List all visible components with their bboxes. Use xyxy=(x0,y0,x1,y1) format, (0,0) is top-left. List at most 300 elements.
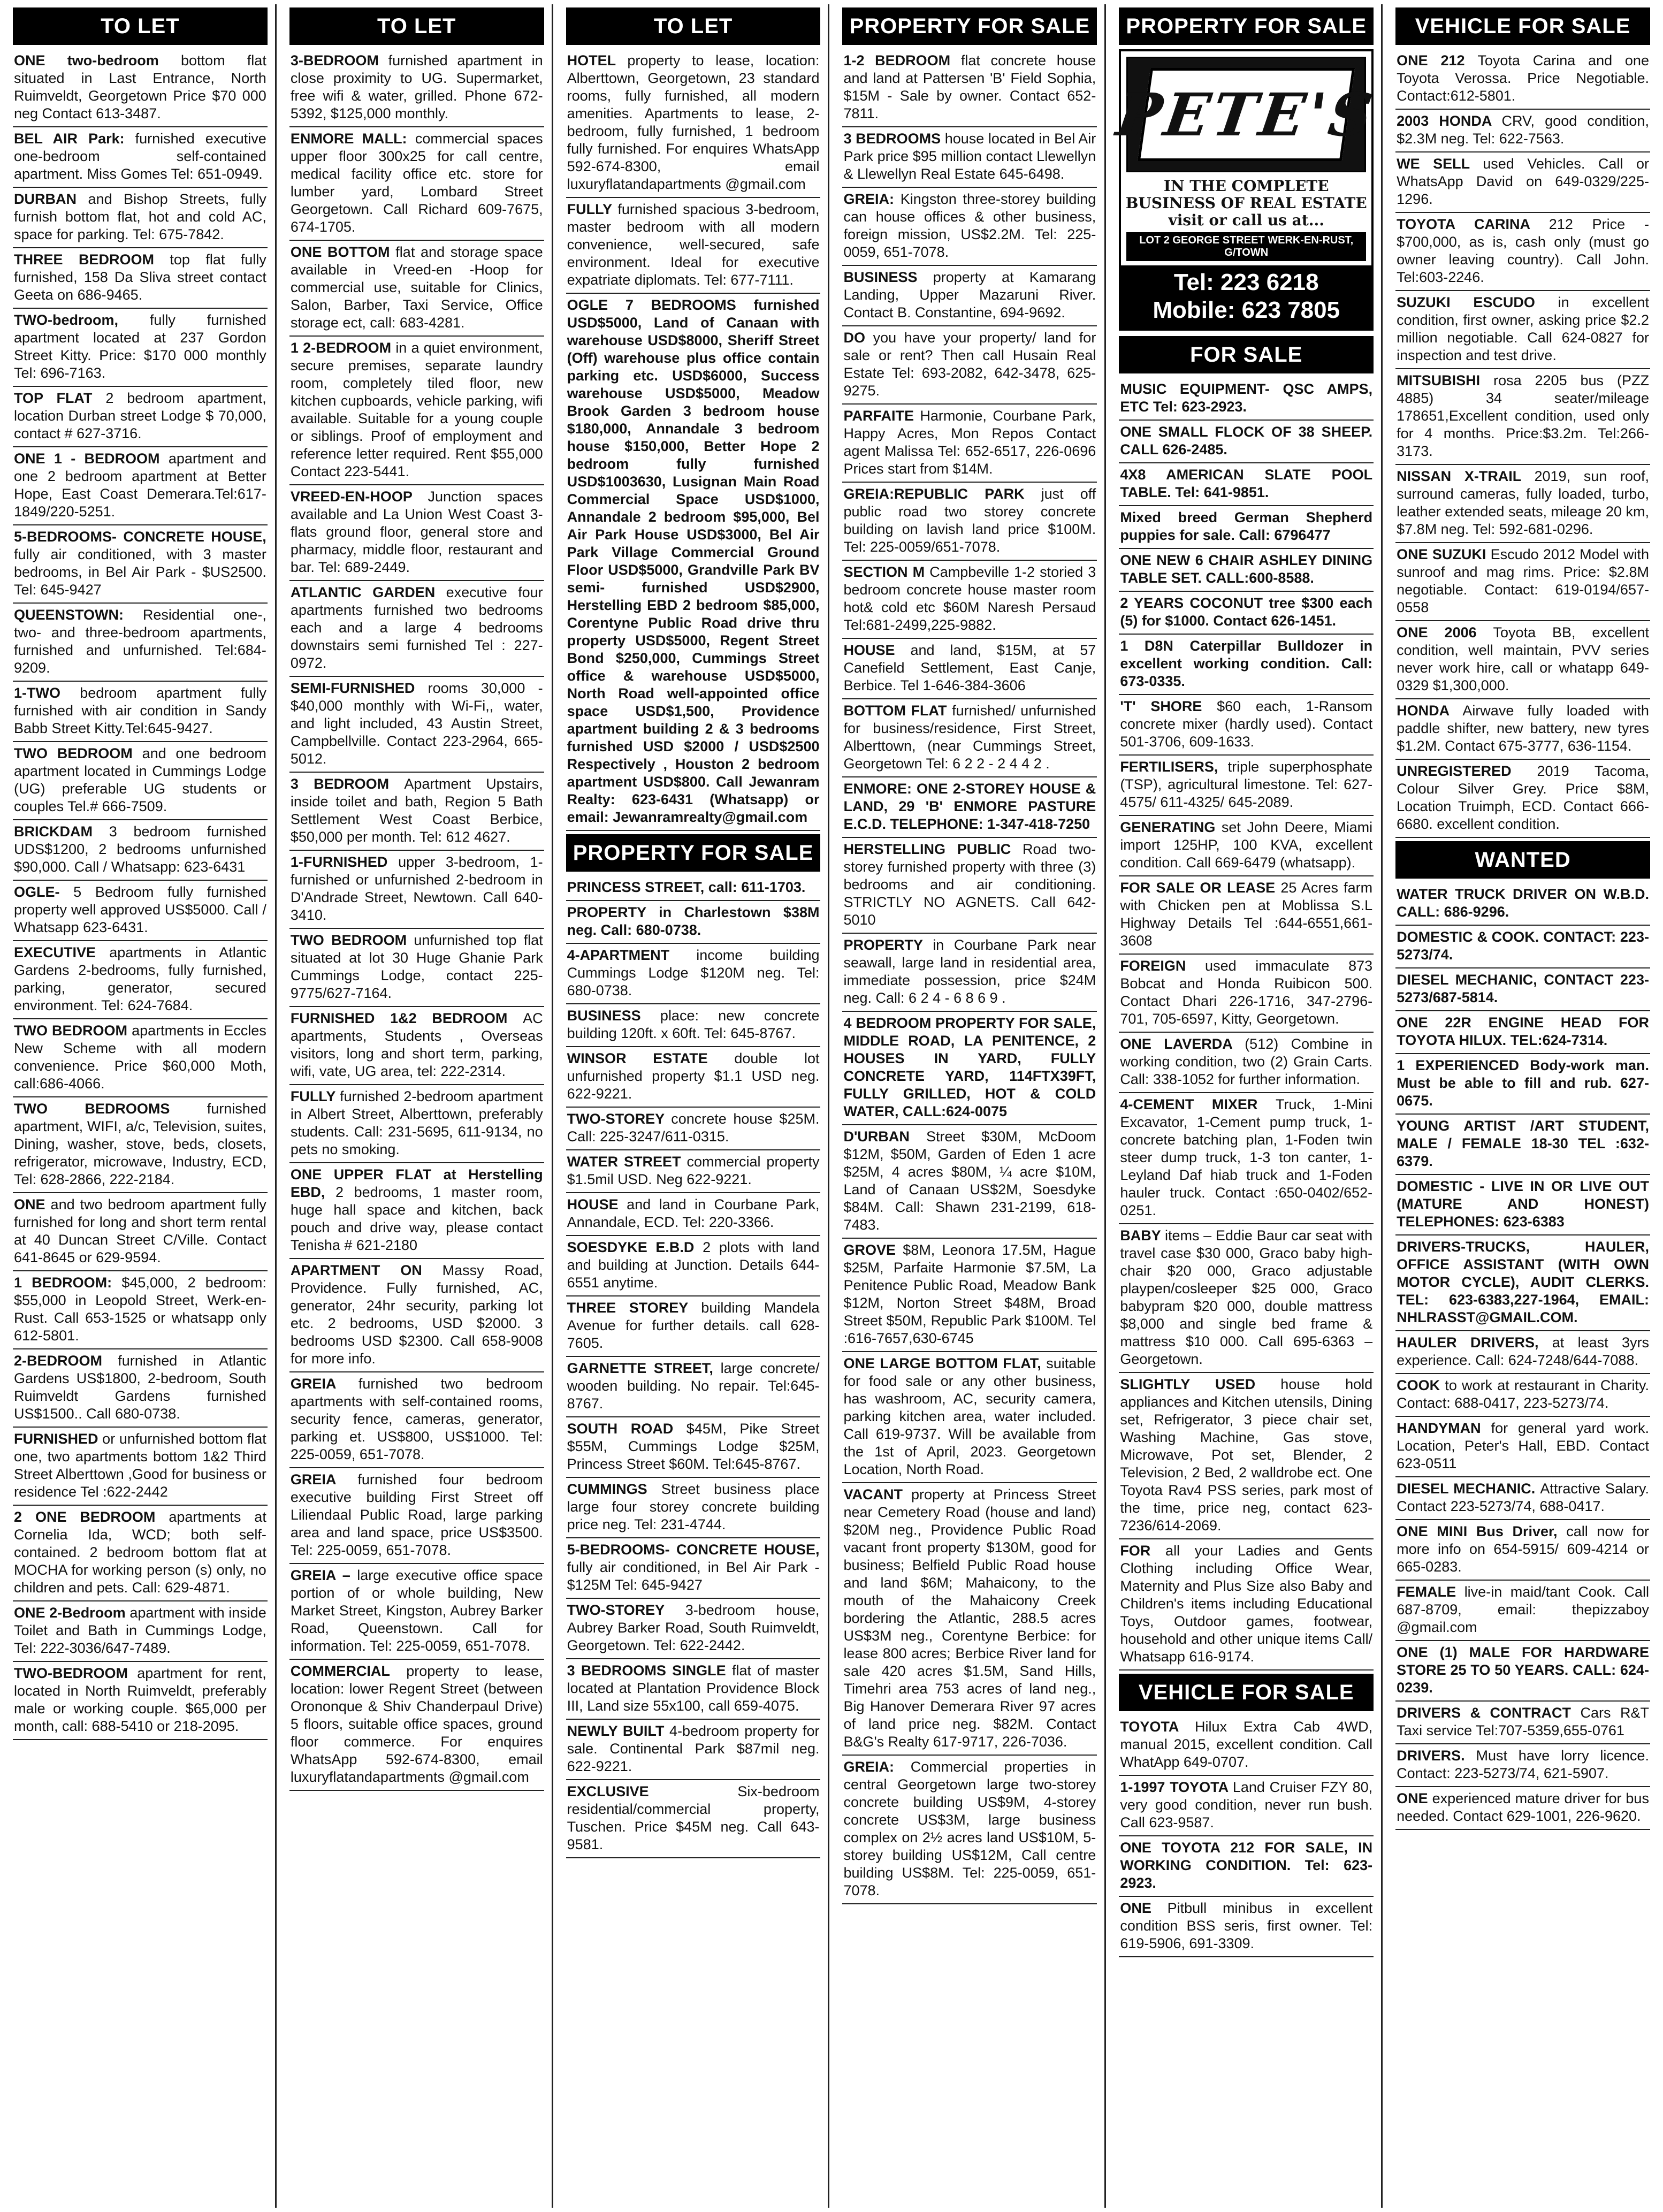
ad-body: you have your property/ land for sale or rent? Then call Husain Real Estate Tel: 693-2082, 642-3478, 625-9275. xyxy=(843,330,1096,399)
ad-keyword: ONE xyxy=(1120,1900,1151,1916)
classified-ad xyxy=(1395,1702,1650,1744)
ad-body: 2 bedrooms, 1 master room, huge hall space and kitchen, back pouch and drive way, please contact Tenisha # 621-2180 xyxy=(290,1184,543,1253)
classified-ad xyxy=(1119,955,1374,1033)
ad-body: $45M, Pike Street $55M, Cummings Lodge $25M, Princess Street $60M. Tel:645-8767. xyxy=(567,1421,820,1472)
ad-keyword: DRIVERS-TRUCKS, HAULER, OFFICE ASSISTANT (WITH OWN MOTOR CYCLE), AUDIT CLERKS. TEL: 623-6383,227-1964, EMAIL: NHLRASST@GMAIL.COM. xyxy=(1397,1239,1649,1325)
ad-keyword: FERTILISERS, xyxy=(1120,759,1218,775)
ad-keyword: 3 BEDROOMS SINGLE xyxy=(567,1662,726,1679)
section-heading: TO LET xyxy=(566,7,821,45)
classified-ad xyxy=(1395,465,1650,543)
ad-body: call now for more info on 654-5915/ 609-4214 or 665-0283. xyxy=(1397,1523,1649,1575)
ad-keyword: TWO BEDROOM xyxy=(14,745,133,761)
column-5 xyxy=(1111,4,1383,2208)
ad-keyword: HOUSE xyxy=(567,1196,619,1212)
classified-ad xyxy=(566,1659,821,1720)
column-2 xyxy=(282,4,553,2208)
ad-body: USD$5000, Land of Canaan with warehouse USD$8000, Sheriff Street (Off) warehouse plus office contain parking etc. USD$6000, Success warehouse USD$5000, Meadow Brook Garden 3 bedroom house $180,000, Annandale 3 bedroom house $150,000, Better Hope 2 bedroom fully furnished USD$1003630, Lusignan Main Road Commercial Space USD$1000, Annandale 2 bedroom $95,000, Bel Air Park House USD$3000, Bel Air Park Village Commercial Ground Floor USD$5000, Grandville Park BV semi- furnished USD$2900, Herstelling EBD 2 bedroom $85,000, Corentyne Public Road drive thru property USD$5000, Regent Street Bond $250,000, Cummings Street office & warehouse USD$5000, North Road well-appointed office space USD$1,500, Providence apartment building 2 & 3 bedrooms furnished USD $2000 / USD$2500 Respectively , Houston 2 bedroom apartment USD$800. Call Jewanram Realty: 623-6431 (Whatsapp) or email: Jewanramrealty@gmail.com xyxy=(567,315,820,825)
ad-body: property to lease, location: lower Regent Street (between Orononque & Shiv Chanderpaul Drive) 5 floors, suitable office spaces, ground floor commerce. For enquires WhatsApp 592-674-8300, email luxuryflatandapartments @gmail.com xyxy=(290,1663,543,1785)
ad-keyword: 2 YEARS COCONUT tree $300 each (5) for $1000. Contact 626-1451. xyxy=(1120,595,1373,629)
classified-ad xyxy=(566,1150,821,1193)
ad-keyword: BEL AIR Park: xyxy=(14,131,125,147)
classified-ad xyxy=(842,699,1097,777)
ad-keyword: 4X8 AMERICAN SLATE POOL TABLE. Tel: 641-9851. xyxy=(1120,467,1373,500)
ad-keyword: QUEENSTOWN: xyxy=(14,607,124,623)
classified-ad xyxy=(289,127,544,241)
ad-body: house located in Bel Air Park price $95 million contact Llewellyn & Llewellyn Real Estate 645-6498. xyxy=(843,131,1096,182)
ad-keyword: FOREIGN xyxy=(1120,958,1186,974)
ad-body: upper 3-bedroom, 1-furnished or unfurnished 2-bedroom in D'Andrade Street, Newtown. Call 640-3410. xyxy=(290,854,543,923)
ad-keyword: FEMALE xyxy=(1397,1584,1456,1600)
ad-keyword: VREED-EN-HOOP xyxy=(290,489,413,505)
ad-keyword: 3 BEDROOM xyxy=(290,776,390,792)
ad-body: furnished executive one-bedroom self-contained apartment. Miss Gomes Tel: 651-0949. xyxy=(14,131,266,182)
classified-ad xyxy=(13,1193,268,1271)
ad-body: Harmonie, Courbane Park, Happy Acres, Mon Repos Contact agent Malissa Tel: 652-6517, 226-0696 Prices start from $14M. xyxy=(843,408,1096,477)
ad-keyword: COOK xyxy=(1397,1377,1440,1393)
classified-ad xyxy=(842,127,1097,188)
ad-keyword: 4-APARTMENT xyxy=(567,947,670,963)
ad-body: concrete house $25M. Call: 225-3247/611-0315. xyxy=(567,1111,820,1145)
ad-body: Residential one-, two- and three-bedroom apartments, furnished and unfurnished. Tel:684-9209. xyxy=(14,607,266,676)
ad-body: bedroom apartment fully furnished with air condition in Sandy Babb Street Kitty.Tel:645-9427. xyxy=(14,685,266,736)
classified-ad xyxy=(842,1756,1097,1904)
ad-body: Hilux Extra Cab 4WD, manual 2015, excellent condition. Call WhatApp 649-0707. xyxy=(1120,1719,1373,1770)
ad-body: property to lease, location: Alberttown, Georgetown, 23 standard rooms, fully furnished, all modern amenities. Apartments to lease, 2-bedroom, fully furnished, 1 bedroom fully furnished. For enquires WhatsApp 592-674-8300, email luxuryflatandapartments @gmail.com xyxy=(567,52,820,192)
classified-ad xyxy=(1395,291,1650,369)
classified-ad xyxy=(289,1007,544,1085)
ad-body: 212 Price - $700,000, as is, cash only (must go owner leaving country). Call John. Tel:603-2246. xyxy=(1397,216,1649,285)
classified-ad xyxy=(289,337,544,485)
ad-keyword: ENMORE MALL: xyxy=(290,131,407,147)
classified-ad xyxy=(1395,1235,1650,1331)
ad-keyword: ONE UPPER FLAT at Herstelling EBD, xyxy=(290,1166,543,1200)
ad-body: flat concrete house and land at Pattersen 'B' Field Sophia, $15M - Sale by owner. Contact 652-7811. xyxy=(843,52,1096,121)
classified-ad xyxy=(1119,1373,1374,1539)
petes-real-estate-ad xyxy=(1112,49,1380,331)
ad-keyword: PARFAITE xyxy=(843,408,914,424)
classified-ad xyxy=(289,929,544,1007)
ad-body: commercial spaces upper floor 300x25 for call centre, medical facility office etc. store for lumber yard, Lombard Street Georgetown. Call Richard 609-7675, 674-1705. xyxy=(290,131,543,235)
ad-keyword: BUSINESS xyxy=(843,269,918,285)
ad-keyword: FURNISHED 1&2 BEDROOM xyxy=(290,1010,508,1026)
ad-keyword: GREIA:REPUBLIC PARK xyxy=(843,486,1025,502)
ad-keyword: TOYOTA xyxy=(1120,1719,1179,1735)
ad-body: items – Eddie Baur car seat with travel case $30 000, Graco baby high-chair $20 000, Graco adjustable playpen/cosleeper $25 000, Graco babypram $20 000, double mattress $8,000 and single bed frame & mattress $10 000. Call 695-6363 – Georgetown. xyxy=(1120,1227,1373,1367)
ad-keyword: GARNETTE STREET, xyxy=(567,1360,713,1376)
classified-ad xyxy=(1119,592,1374,635)
ad-body: or unfurnished bottom flat one, two apartments bottom 1&2 Third Street Alberttown ,Good for business or residence Tel :622-2442 xyxy=(14,1431,266,1500)
ad-keyword: ONE TOYOTA 212 FOR SALE, IN WORKING CONDITION. Tel: 623-2923. xyxy=(1120,1840,1373,1891)
classified-ad xyxy=(1119,756,1374,816)
ad-body: in Courbane Park near seawall, large land in residential area, immediate possession, price $24M neg. Call: 6 2 4 - 6 8 6 9 . xyxy=(843,937,1096,1006)
classified-ad xyxy=(1395,1641,1650,1702)
ad-body: apartments in Eccles New Scheme with all modern convenience. Price $60,000 Moth, call:686-4066. xyxy=(14,1023,266,1092)
classified-ad xyxy=(566,1417,821,1478)
pete-tagline: BUSINESS OF REAL ESTATE xyxy=(1125,194,1367,212)
ad-body: 3 bedroom furnished UDS$1200, 2 bedrooms unfurnished $90,000. Call / Whatsapp: 623-6431 xyxy=(14,823,266,875)
ad-body: just off public road two storey concrete building on lavish land price $100M. Tel: 225-0059/651-7078. xyxy=(843,486,1096,555)
section-heading: FOR SALE xyxy=(1119,336,1374,373)
petes-logo-text: PETE'S xyxy=(1138,68,1355,161)
classified-ad xyxy=(1395,1787,1650,1830)
ad-body: Land Cruiser FZY 80, very good condition, never run bush. Call 623-9587. xyxy=(1120,1779,1373,1830)
ad-body: furnished apartment, WIFI, a/c, Television, suites, Dining, washer, stove, beds, closets, refrigerator, microwave, Industry, ECD, Tel: 628-2866, 222-2184. xyxy=(14,1101,266,1187)
ad-body: and two bedroom apartment fully furnished for long and short term rental at 40 Duncan Street C/Ville. Contact 641-8645 or 629-9594. xyxy=(14,1196,266,1265)
petes-logo xyxy=(1112,57,1380,172)
ad-keyword: 5-BEDROOMS- CONCRETE HOUSE, xyxy=(14,529,266,545)
classified-ad xyxy=(13,188,268,248)
ad-body: for general yard work. Location, Peter's Hall, EBD. Contact 623-0511 xyxy=(1397,1420,1649,1471)
ad-body: Must have lorry licence. Contact: 223-5273/74, 621-5907. xyxy=(1397,1748,1649,1781)
ad-keyword: SOESDYKE E.B.D xyxy=(567,1239,695,1255)
ad-keyword: ONE SMALL FLOCK OF 38 SHEEP. CALL 626-2485. xyxy=(1120,424,1373,457)
ad-keyword: ONE xyxy=(1397,1790,1428,1806)
classified-ad xyxy=(566,1236,821,1296)
ad-keyword: PROPERTY xyxy=(567,904,646,920)
ad-keyword: HONDA xyxy=(1397,703,1450,719)
ad-keyword: ONE SUZUKI xyxy=(1397,546,1486,562)
ad-keyword: DOMESTIC & COOK. CONTACT: 223-5273/74. xyxy=(1397,929,1649,963)
classified-ad xyxy=(566,1193,821,1236)
classified-ad xyxy=(1395,883,1650,926)
classified-ad xyxy=(289,1468,544,1564)
classified-ad xyxy=(842,1352,1097,1483)
ad-body: unfurnished top flat situated at lot 30 Huge Ghanie Park Cummings Lodge, contact 225-9775/627-7164. xyxy=(290,932,543,1001)
ad-body: 2019, sun roof, surround cameras, fully loaded, turbo, leather extended seats, mileage 20 km, $7.8M neg. Tel: 592-681-0296. xyxy=(1397,468,1649,537)
ad-body: and Bishop Streets, fully furnish bottom flat, hot and cold AC, space for parking. Tel: 675-7842. xyxy=(14,191,266,242)
ad-keyword: FOR SALE OR LEASE xyxy=(1120,880,1276,896)
classified-ad xyxy=(566,901,821,944)
classified-ad xyxy=(1119,1093,1374,1224)
ad-body: apartments in Atlantic Gardens 2-bedrooms, fully furnished, parking, generator, secured environment. Tel: 624-7684. xyxy=(14,944,266,1013)
classified-ad xyxy=(1395,926,1650,968)
ad-body: and one bedroom apartment located in Cummings Lodge (UG) preferable UG students or couples Tel.# 666-7509. xyxy=(14,745,266,814)
ad-body: $8M, Leonora 17.5M, Hague $25M, Parfaite Harmonie $7.5M, La Penitence Public Road, Meadow Bank $12M, Norton Street $48M, Broad Street $50M, Republic Park $100M. Tel :616-7657,630-6745 xyxy=(843,1242,1096,1346)
pete-address: LOT 2 GEORGE STREET WERK-EN-RUST, G/TOWN xyxy=(1126,232,1366,261)
ad-body: building Mandela Avenue for further details. call 628-7605. xyxy=(567,1300,820,1351)
ad-body: Truck, 1-Mini Excavator, 1-Cement pump truck, 1-concrete batching plan, 1-Foden twin steer dump truck, 1-3 ton canter, 1-Leyland Daf hiab truck and 1-Foden hauler truck. Contact :650-0402/652-0251. xyxy=(1120,1096,1373,1218)
classified-ad xyxy=(1119,463,1374,506)
classified-ad xyxy=(1395,1744,1650,1787)
section-heading: TO LET xyxy=(13,7,268,45)
classified-ad xyxy=(13,309,268,387)
ad-keyword: DURBAN xyxy=(14,191,77,207)
classified-ad xyxy=(566,294,821,831)
ad-body: Toyota BB, excellent condition, well maintain, PVV series never work hire, call or whatapp 649-0329 $1,300,000. xyxy=(1397,624,1649,693)
classified-ad xyxy=(1395,152,1650,213)
ad-keyword: ONE 2-Bedroom xyxy=(14,1605,126,1621)
classified-ad xyxy=(1395,968,1650,1011)
ad-body: triple superphosphate (TSP), agricultural limestone. Tel: 627-4575/ 611-4325/ 645-2089. xyxy=(1120,759,1373,810)
ad-body: AC apartments, Students , Overseas visitors, long and short term, parking, wifi, vate, UG area, tel: 222-2314. xyxy=(290,1010,543,1079)
section-heading: TO LET xyxy=(289,7,544,45)
classified-ad xyxy=(842,934,1097,1012)
ad-body: live-in maid/tant Cook. Call 687-8709, email: thepizzaboy @gmail.com xyxy=(1397,1584,1649,1635)
classified-ad xyxy=(566,1780,821,1858)
ad-keyword: ONE NEW 6 CHAIR ASHLEY DINING TABLE SET. CALL:600-8588. xyxy=(1120,552,1373,586)
classified-ad xyxy=(566,944,821,1004)
ad-body: house hold appliances and Kitchen utensils, Dining set, Refrigerator, 3 piece chair set, Washing Machine, Gas stove, Microwave, Pot set, Blender, 2 Television, 2 Bed, 2 walldrobe ect. One Toyota Rav4 PSS series, park most of the time, price neg, contact 623-7236/614-2069. xyxy=(1120,1376,1373,1534)
ad-body: commercial property $1.5mil USD. Neg 622-9221. xyxy=(567,1154,820,1187)
classified-ad xyxy=(1395,1520,1650,1581)
ad-body: income building Cummings Lodge $120M neg. Tel: 680-0738. xyxy=(567,947,820,998)
ad-keyword: 3 BEDROOMS xyxy=(843,131,941,147)
classified-ad xyxy=(13,820,268,881)
classified-ad xyxy=(1395,621,1650,699)
classified-ad xyxy=(842,188,1097,266)
ad-keyword: ONE 22R ENGINE HEAD FOR TOYOTA HILUX. TEL:624-7314. xyxy=(1397,1015,1649,1048)
classified-ad xyxy=(1119,1715,1374,1776)
ad-keyword: TWO-bedroom, xyxy=(14,312,118,328)
ad-body: furnished 2-bedroom apartment in Albert Street, Alberttown, preferably students. Call: 231-5695, 611-9134, no pets no smoking. xyxy=(290,1088,543,1157)
classified-ad xyxy=(1395,1115,1650,1175)
ad-keyword: 1-2 BEDROOM xyxy=(843,52,951,68)
ad-keyword: ONE 2006 xyxy=(1397,624,1477,640)
ad-keyword: VACANT xyxy=(843,1486,903,1502)
ad-keyword: YOUNG ARTIST /ART STUDENT, MALE / FEMALE 18-30 TEL :632-6379. xyxy=(1397,1118,1649,1169)
classified-ad xyxy=(1119,1776,1374,1836)
ad-keyword: UNREGISTERED xyxy=(1397,763,1512,779)
classified-ad xyxy=(13,1097,268,1193)
ad-keyword: DRIVERS. xyxy=(1397,1748,1465,1764)
ad-keyword: ONE xyxy=(14,1196,45,1212)
ad-keyword: SEMI-FURNISHED xyxy=(290,680,415,696)
ad-keyword: THREE STOREY xyxy=(567,1300,688,1316)
classified-ad xyxy=(1395,1417,1650,1477)
ad-body: bottom flat situated in Last Entrance, North Ruimveldt, Georgetown Price $70 000 neg Contact 613-3487. xyxy=(14,52,266,121)
ad-body: used immaculate 873 Bobcat and Honda Ruibicon 500. Contact Dhari 226-1716, 347-2796-701, 705-6597, Kitty, Georgetown. xyxy=(1120,958,1373,1027)
classified-ad xyxy=(1395,1374,1650,1417)
section-heading: VEHICLE FOR SALE xyxy=(1395,7,1650,45)
column-6 xyxy=(1388,4,1658,2208)
ad-body: furnished spacious 3-bedroom, master bedroom with all modern convenience, well-secured, safe environment. Ideal for executive expatriate diplomats. Tel: 677-7111. xyxy=(567,201,820,288)
ad-keyword: TOYOTA CARINA xyxy=(1397,216,1530,232)
ad-keyword: DRIVERS & CONTRACT xyxy=(1397,1705,1572,1721)
ad-body: Escudo 2012 Model with sunroof and mag rims. Price: $2.8M negotiable. Contact: 619-0194/657-0558 xyxy=(1397,546,1649,615)
classified-ad xyxy=(1119,816,1374,876)
ad-keyword: ONE 1 - BEDROOM xyxy=(14,451,160,467)
classified-ad xyxy=(842,483,1097,561)
pete-tagline: IN THE COMPLETE xyxy=(1163,177,1329,195)
classified-ad xyxy=(289,49,544,127)
ad-keyword: FURNISHED xyxy=(14,1431,98,1447)
ad-keyword: TOP FLAT xyxy=(14,390,93,406)
classified-ad xyxy=(289,773,544,851)
ad-keyword: GREIA: xyxy=(843,191,894,207)
classified-ad xyxy=(1119,1539,1374,1671)
ad-body: set John Deere, Miami import 125HP, 100 KVA, excellent condition. Call 669-6479 (whatsapp). xyxy=(1120,819,1373,871)
ad-keyword: APARTMENT ON xyxy=(290,1262,422,1278)
ad-body: Pitbull minibus in excellent condition BSS seris, first owner. Tel: 619-5906, 691-3309. xyxy=(1120,1900,1373,1951)
classified-ad xyxy=(13,127,268,188)
classified-ad xyxy=(1395,49,1650,110)
classified-ad xyxy=(566,1004,821,1047)
classified-ad xyxy=(289,851,544,929)
ad-body: used Vehicles. Call or WhatsApp David on 649-0329/225-1296. xyxy=(1397,156,1649,207)
classified-ad xyxy=(1395,699,1650,760)
ad-body: apartment and one 2 bedroom apartment at Better Hope, East Coast Demerara.Tel:617-1849/220-5251. xyxy=(14,451,266,520)
classified-ad xyxy=(1395,543,1650,621)
ad-keyword: 5-BEDROOMS- CONCRETE HOUSE, xyxy=(567,1542,820,1558)
classified-ad xyxy=(13,1506,268,1601)
ad-keyword: ONE MINI Bus Driver, xyxy=(1397,1523,1558,1539)
ad-body: furnished/ unfurnished for business/residence, First Street, Alberttown, (near Cummings Street, Georgetown Tel: 6 2 2 - 2 4 4 2 . xyxy=(843,703,1096,772)
ad-body: Toyota Carina and one Toyota Verossa. Price Negotiable. Contact:612-5801. xyxy=(1397,52,1649,104)
section-heading: PROPERTY FOR SALE xyxy=(842,7,1097,45)
classified-ad xyxy=(1395,1581,1650,1641)
ad-keyword: NEWLY BUILT xyxy=(567,1723,665,1739)
ad-body: 2 bedroom apartment, location Durban street Lodge $ 70,000, contact # 627-3716. xyxy=(14,390,266,441)
classified-ad xyxy=(289,1163,544,1259)
ad-body: Kingston three-storey building can house offices & other business, foreign mission, US$2.2M. Tel: 225-0059, 651-7078. xyxy=(843,191,1096,260)
ad-body: Apartment Upstairs, inside toilet and bath, Region 5 Bath Settlement West Coast Berbice, $50,000 per month. Tel: 612 4627. xyxy=(290,776,543,845)
ad-keyword: 1 2-BEDROOM xyxy=(290,340,392,356)
ad-body: 3-bedroom house, Aubrey Barker Road, South Ruimveldt, Georgetown. Tel: 622-2442. xyxy=(567,1602,820,1653)
ad-keyword: SUZUKI ESCUDO xyxy=(1397,294,1535,310)
ad-keyword: GREIA xyxy=(290,1376,336,1392)
ad-keyword: GREIA – xyxy=(290,1567,350,1583)
ad-body: fully air conditioned, with 3 master bedrooms, in Bel Air Park - $US2500. Tel: 645-9427 xyxy=(14,546,266,598)
ad-body: to work at restaurant in Charity. Contact: 688-0417, 223-5273/74. xyxy=(1397,1377,1649,1411)
classifieds-page xyxy=(5,4,1658,2208)
ad-body: Street $30M, McDoom $12M, $50M, Garden of Eden 1 acre $25M, 4 acres $80M, ¼ acre $10M, Land of Canaan US$2M, Soesdyke $84M. Call: Shawn 231-2199, 618-7483. xyxy=(843,1128,1096,1233)
ad-keyword: 1 D8N Caterpillar Bulldozer in excellent working condition. Call: 673-0335. xyxy=(1120,638,1373,689)
ad-body: property at Kamarang Landing, Upper Mazaruni River. Contact B. Constantine, 694-9692. xyxy=(843,269,1096,321)
ad-body: Massy Road, Providence. Fully furnished, AC, generator, 24hr security, parking lot etc. 2 bedrooms, USD $2000. 3 bedrooms USD $2300. Call 658-9008 for more info. xyxy=(290,1262,543,1367)
ad-keyword: ATLANTIC GARDEN xyxy=(290,584,436,600)
classified-ad xyxy=(13,1019,268,1097)
ad-body: at least 3yrs experience. Call: 624-7248/644-7088. xyxy=(1397,1334,1649,1368)
ad-body: $60 each, 1-Ransom concrete mixer (hardly used). Contact 501-3706, 609-1633. xyxy=(1120,698,1373,750)
ad-body: all your Ladies and Gents Clothing including Office Wear, Maternity and Plus Size also Baby and Children's items including Educational Toys, Outdoor games, footwear, household and other unique items Call/ Whatsapp 616-9174. xyxy=(1120,1543,1373,1665)
ad-keyword: NISSAN X-TRAIL xyxy=(1397,468,1521,484)
section-heading: VEHICLE FOR SALE xyxy=(1119,1674,1374,1711)
pete-mobile: Mobile: 623 7805 xyxy=(1153,297,1340,323)
ad-body: rosa 2205 bus (PZZ 4885) 34 seater/mileage 178651,Excellent condition, used only for 4 months. Price:$3.2m. Tel:266-3173. xyxy=(1397,372,1649,459)
ad-body: furnished two bedroom apartments with self-contained rooms, security fence, cameras, generator, parking et. US$800, US$1000. Tel: 225-0059, 651-7078. xyxy=(290,1376,543,1462)
ad-body: rooms 30,000 - $40,000 monthly with Wi-Fi,, water, and light included, 43 Austin Street, Campbellville. Contact 223-2964, 665-5012. xyxy=(290,680,543,767)
ad-keyword: 1 EXPERIENCED Body-work man. Must be able to fill and rub. 627-0675. xyxy=(1397,1057,1649,1109)
ad-keyword: Mixed breed German Shepherd puppies for sale. Call: 6796477 xyxy=(1120,509,1373,543)
classified-ad xyxy=(13,881,268,941)
classified-ad xyxy=(1119,1224,1374,1373)
classified-ad xyxy=(289,581,544,677)
classified-ad xyxy=(289,241,544,337)
classified-ad xyxy=(1395,1011,1650,1054)
classified-ad xyxy=(289,1372,544,1468)
classified-ad xyxy=(566,1478,821,1538)
classified-ad xyxy=(289,1660,544,1791)
ad-keyword: 2 ONE BEDROOM xyxy=(14,1509,156,1525)
ad-body: large executive office space portion of or whole building, New Market Street, Kingston, Aubrey Barker Road, Queenstown. Call for information. Tel: 225-0059, 651-7078. xyxy=(290,1567,543,1654)
classified-ad xyxy=(842,1239,1097,1352)
ad-keyword: MUSIC EQUIPMENT- QSC AMPS, ETC Tel: 623-2923. xyxy=(1120,381,1373,415)
classified-ad xyxy=(842,266,1097,326)
ad-keyword: BRICKDAM xyxy=(14,823,93,840)
column-4 xyxy=(835,4,1106,2208)
classified-ad xyxy=(842,838,1097,934)
classified-ad xyxy=(1395,369,1650,465)
classified-ad xyxy=(842,1125,1097,1239)
ad-body: executive four apartments furnished two bedrooms each and a large 4 bedrooms downstairs semi furnished Tel : 227-0972. xyxy=(290,584,543,671)
ad-body: Airwave fully loaded with paddle shifter, new battery, new tyres $1.2M. Contact 675-3777, 636-1154. xyxy=(1397,703,1649,754)
ad-keyword: HANDYMAN xyxy=(1397,1420,1481,1436)
ad-body: 5 Bedroom fully furnished property well approved US$5000. Call / Whatsapp 623-6431. xyxy=(14,884,266,935)
classified-ad xyxy=(1119,1897,1374,1957)
classified-ad xyxy=(1395,1054,1650,1115)
classified-ad xyxy=(1119,549,1374,592)
ad-body: and land, $15M, at 57 Canefield Settlement, East Canje, Berbice. Tel 1-646-384-3606 xyxy=(843,642,1096,693)
classified-ad xyxy=(13,49,268,127)
ad-keyword: COMMERCIAL xyxy=(290,1663,390,1679)
classified-ad xyxy=(13,248,268,309)
ad-keyword: FULLY xyxy=(567,201,612,217)
section-heading: PROPERTY FOR SALE xyxy=(1119,7,1374,45)
classified-ad xyxy=(289,485,544,581)
ad-keyword: 4-CEMENT MIXER xyxy=(1120,1096,1258,1112)
ad-body: apartment with inside Toilet and Bath in Cummings Lodge, Tel: 222-3036/647-7489. xyxy=(14,1605,266,1656)
ad-keyword: TWO-STOREY xyxy=(567,1111,665,1127)
ad-body: Commercial properties in central Georgetown large two-storey concrete building US$9M, 4-storey concrete US$3M, large business complex on 2½ acres land US$10M, 5-storey building US$12M, Call centre building US$8M. Tel: 225-0059, 651-7078. xyxy=(843,1759,1096,1898)
ad-keyword: ONE two-bedroom xyxy=(14,52,159,68)
ad-body: Attractive Salary. Contact 223-5273/74, 688-0417. xyxy=(1397,1481,1649,1514)
section-heading: PROPERTY FOR SALE xyxy=(566,834,821,872)
ad-body: in Charlestown $38M neg. Call: 680-0738. xyxy=(567,904,820,938)
column-1 xyxy=(5,4,277,2208)
classified-ad xyxy=(1395,213,1650,291)
ad-keyword: OGLE- xyxy=(14,884,60,900)
classified-ad xyxy=(1119,635,1374,695)
ad-keyword: SLIGHTLY USED xyxy=(1120,1376,1256,1392)
ad-keyword: ONE BOTTOM xyxy=(290,244,390,260)
classified-ad xyxy=(842,561,1097,639)
ad-keyword: GROVE xyxy=(843,1242,896,1258)
classified-ad xyxy=(289,1085,544,1163)
ad-body: $45,000, 2 bedroom: $55,000 in Leopold Street, Werk-en-Rust. Call 653-1525 or whatsapp only 612-5801. xyxy=(14,1275,266,1344)
classified-ad xyxy=(13,1428,268,1506)
classified-ad xyxy=(1395,110,1650,152)
ad-keyword: TWO BEDROOMS xyxy=(14,1101,170,1117)
ad-body: Campbeville 1-2 storied 3 bedroom concrete house master room hot& cold etc $60M Naresh Persaud Tel:681-2499,225-9882. xyxy=(843,564,1096,633)
ad-keyword: GENERATING xyxy=(1120,819,1216,835)
ad-keyword: 1 BEDROOM: xyxy=(14,1275,112,1291)
classified-ad xyxy=(842,1012,1097,1125)
ad-keyword: WE SELL xyxy=(1397,156,1470,172)
ad-keyword: D'URBAN xyxy=(843,1128,910,1145)
ad-body: place: new concrete building 120ft. x 60ft. Tel: 645-8767. xyxy=(567,1008,820,1041)
ad-keyword: EXCLUSIVE xyxy=(567,1783,649,1799)
ad-keyword: TWO-STOREY xyxy=(567,1602,665,1618)
classified-ad xyxy=(289,1259,544,1372)
ad-body: Road two-storey furnished property with three (3) bedrooms and air conditioning. STRICTLY NO AGNETS. Call 642-5010 xyxy=(843,841,1096,928)
ad-keyword: DIESEL MECHANIC, CONTACT 223-5273/687-5814. xyxy=(1397,972,1649,1005)
classified-ad xyxy=(1119,378,1374,421)
ad-keyword: FOR xyxy=(1120,1543,1151,1559)
ad-body: furnished in Atlantic Gardens US$1800, 2-bedroom, South Ruimveldt Gardens furnished US$1500.. Call 680-0738. xyxy=(14,1353,266,1422)
classified-ad xyxy=(842,639,1097,699)
ad-keyword: 3-BEDROOM xyxy=(290,52,379,68)
classified-ad xyxy=(566,1296,821,1357)
ad-body: apartment for rent, located in North Ruimveldt, preferably male or working couple. $65,000 per month, call: 688-5410 or 218-2095. xyxy=(14,1665,266,1734)
classified-ad xyxy=(13,447,268,525)
classified-ad xyxy=(13,387,268,447)
ad-keyword: PROPERTY xyxy=(843,937,923,953)
ad-keyword: 2-BEDROOM xyxy=(14,1353,103,1369)
ad-body: fully furnished apartment located at 237 Gordon Street Kitty. Price: $170 000 monthly Tel: 696-7163. xyxy=(14,312,266,381)
ad-keyword: DOMESTIC - LIVE IN OR LIVE OUT (MATURE AND HONEST) TELEPHONES: 623-6383 xyxy=(1397,1178,1649,1230)
classified-ad xyxy=(1395,1331,1650,1374)
ad-keyword: HERSTELLING PUBLIC xyxy=(843,841,1011,857)
